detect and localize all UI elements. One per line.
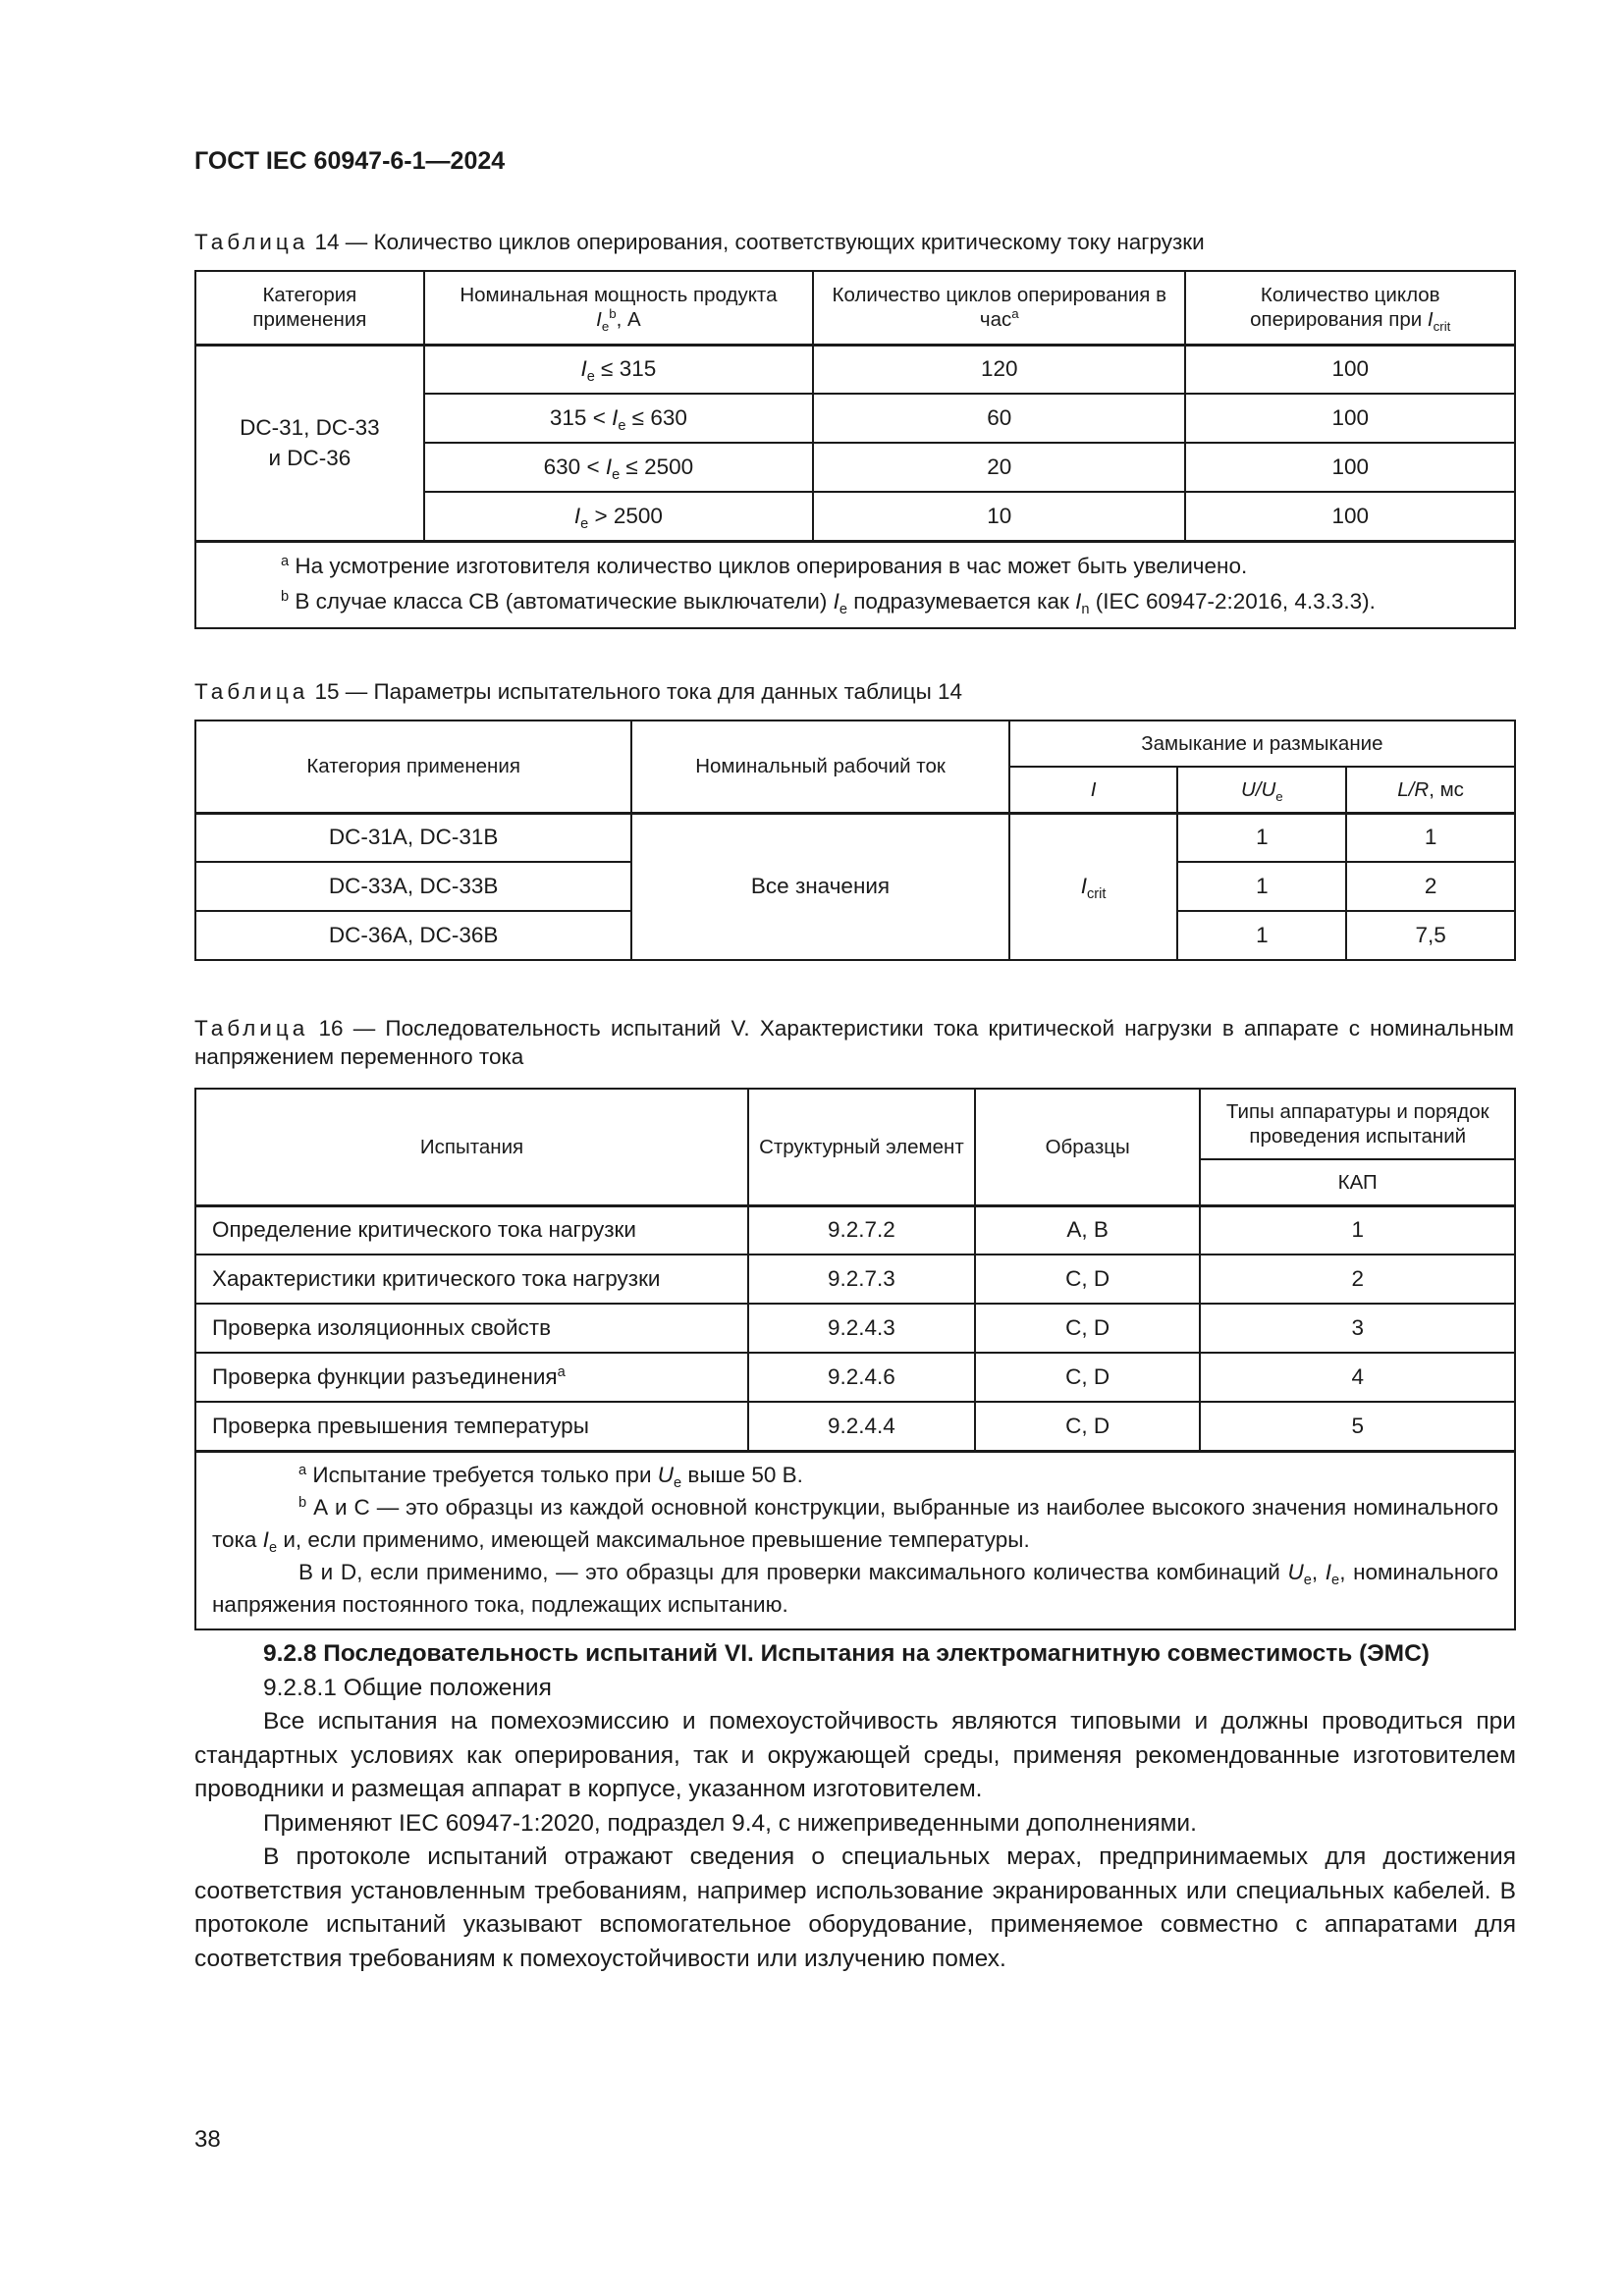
table16-caption <box>194 1014 1514 1071</box>
ie-sub: e <box>618 418 626 434</box>
table14-per-hour-cell: 60 <box>813 394 1185 443</box>
ie-sub: e <box>586 369 595 386</box>
ie-symbol: I <box>605 454 613 479</box>
test-name: Проверка функции разъединения <box>212 1364 558 1389</box>
table14-header-ie-sub: e <box>601 319 610 335</box>
section-paragraph-1: Все испытания на помехоэмиссию и помехоустойчивость являются типовыми и должны проводиться при стандартных условиях как оперирования, так и окружающей среды, применяя рекомендованные изготовителем проводники и размещая аппарат в корпусе, указанном изготовителем. <box>194 1708 1516 1802</box>
ue-symbol: U <box>1287 1559 1304 1584</box>
table15-caption-text: 15 — Параметры испытательного тока для данных таблицы 14 <box>308 679 963 704</box>
table16-test-cell <box>195 1255 748 1304</box>
footnote-text: , номинального напряжения постоянного тока, подлежащих испытанию. <box>212 1559 1498 1617</box>
table14-note-b <box>212 584 1498 619</box>
table15-u-cell: 1 <box>1177 911 1346 960</box>
table-row <box>195 1402 1515 1451</box>
table15-category-cell: DC-36A, DC-36B <box>195 911 631 960</box>
ue-sub: e <box>674 1474 682 1491</box>
footnote-text: В случае класса СВ (автоматические выключатели) <box>289 588 834 614</box>
table14-header-ie-symbol: I <box>596 308 602 332</box>
table15-category-cell: DC-33A, DC-33B <box>195 862 631 911</box>
ue-sub: e <box>1303 1572 1312 1588</box>
range-suffix: ≤ 2500 <box>620 454 694 479</box>
section-paragraph-2: Применяют IEC 60947-1:2020, подраздел 9.4, с нижеприведенными дополнениями. <box>263 1809 1197 1837</box>
table16-samples-cell: C, D <box>975 1402 1201 1451</box>
range-prefix: 315 < <box>549 405 613 430</box>
table-row <box>195 345 1515 394</box>
table14-note-a <box>212 549 1498 584</box>
table15-caption <box>194 677 1514 706</box>
table16-note-b <box>212 1491 1498 1556</box>
footnote-mark: a <box>557 1364 566 1380</box>
table14-header-crit-sub: crit <box>1433 319 1451 335</box>
table16-header-clause: Структурный элемент <box>748 1089 975 1205</box>
test-name: Проверка превышения температуры <box>212 1413 589 1438</box>
table14-category-cell <box>195 345 424 541</box>
table-row <box>195 1255 1515 1304</box>
table16-samples-cell: C, D <box>975 1353 1201 1402</box>
footnote-text: выше 50 В. <box>681 1462 803 1487</box>
table15-header-row <box>195 721 1515 767</box>
table16-order-cell: 1 <box>1200 1205 1515 1255</box>
table14-header-cycles-per-hour-text: Количество циклов оперирования в час <box>832 284 1166 332</box>
table14-header-row <box>195 271 1515 345</box>
table16-header-samples: Образцы <box>975 1089 1201 1205</box>
table14-header-unit: , А <box>616 308 641 332</box>
table14-at-crit-cell: 100 <box>1185 345 1515 394</box>
ie-sub: e <box>839 601 847 617</box>
test-name: Характеристики критического тока нагрузки <box>212 1266 661 1291</box>
table16-samples-cell: C, D <box>975 1304 1201 1353</box>
footnote-text: (IEC 60947-2:2016, 4.3.3.3). <box>1089 588 1376 614</box>
test-name: Проверка изоляционных свойств <box>212 1315 552 1340</box>
table16-order-cell: 3 <box>1200 1304 1515 1353</box>
table16-samples-cell: A, B <box>975 1205 1201 1255</box>
ue-symbol: U <box>657 1462 675 1487</box>
table-row <box>195 813 1515 862</box>
test-name: Определение критического тока нагрузки <box>212 1217 636 1243</box>
ue-sub: e <box>1275 788 1283 804</box>
i-crit-sub: crit <box>1087 886 1107 903</box>
table16-test-cell <box>195 1402 748 1451</box>
table16-order-cell: 4 <box>1200 1353 1515 1402</box>
table-row <box>195 1205 1515 1255</box>
table16-order-cell: 2 <box>1200 1255 1515 1304</box>
table15-rated-value-cell: Все значения <box>631 813 1008 960</box>
in-symbol: I <box>1075 588 1082 614</box>
table14-header-cycles-per-hour-sup: a <box>1011 306 1019 322</box>
range-suffix: ≤ 315 <box>594 356 657 382</box>
table15-lr-cell: 1 <box>1346 813 1515 862</box>
table16-header-device-types: Типы аппаратуры и порядок проведения испытаний <box>1200 1089 1515 1159</box>
table15-header-category: Категория применения <box>195 721 631 813</box>
section-9-2-8 <box>194 1637 1516 1976</box>
table16-clause-cell: 9.2.4.3 <box>748 1304 975 1353</box>
table16-notes-row <box>195 1451 1515 1629</box>
ie-symbol: I <box>833 588 839 614</box>
table14-caption <box>194 228 1514 256</box>
table14 <box>194 270 1516 629</box>
table15-header-lr <box>1346 767 1515 813</box>
ie-sub: e <box>580 515 589 532</box>
table16-test-cell <box>195 1205 748 1255</box>
table16-note-c <box>212 1556 1498 1621</box>
ie-symbol: I <box>612 405 619 430</box>
table15-header-i <box>1009 767 1178 813</box>
table14-at-crit-cell: 100 <box>1185 492 1515 541</box>
ie-symbol: I <box>262 1526 269 1552</box>
table14-per-hour-cell: 10 <box>813 492 1185 541</box>
table16-clause-cell: 9.2.7.3 <box>748 1255 975 1304</box>
table16-test-cell <box>195 1304 748 1353</box>
table16-clause-cell: 9.2.7.2 <box>748 1205 975 1255</box>
footnote-text: На усмотрение изготовителя количество циклов оперирования в час может быть увеличено. <box>289 553 1248 578</box>
footnote-text: Испытание требуется только при <box>306 1462 658 1487</box>
table14-header-rated-power <box>424 271 813 345</box>
in-sub: n <box>1081 601 1090 617</box>
section-heading: 9.2.8 Последовательность испытаний VI. Испытания на электромагнитную совместимость (ЭМС) <box>263 1640 1430 1667</box>
ie-symbol: I <box>580 356 587 382</box>
table15-u-cell: 1 <box>1177 813 1346 862</box>
table16 <box>194 1088 1516 1630</box>
table-row <box>195 1304 1515 1353</box>
table16-clause-cell: 9.2.4.6 <box>748 1353 975 1402</box>
range-suffix: ≤ 630 <box>625 405 687 430</box>
separator: , <box>1311 1559 1326 1584</box>
footnote-mark: b <box>298 1494 307 1511</box>
table15-header-rated-current: Номинальный рабочий ток <box>631 721 1008 813</box>
table14-header-rated-power-text: Номинальная мощность продукта <box>460 284 778 307</box>
table16-clause-cell: 9.2.4.4 <box>748 1402 975 1451</box>
table14-caption-label: Таблица <box>194 230 309 254</box>
section-subheading: 9.2.8.1 Общие положения <box>263 1674 552 1701</box>
footnote-text: В и D, если применимо, — это образцы для проверки максимального количества комбинаций <box>298 1559 1288 1584</box>
page-number: 38 <box>194 2126 221 2153</box>
table14-caption-text: 14 — Количество циклов оперирования, соответствующих критическому току нагрузки <box>308 230 1205 254</box>
footnote-text: подразумевается как <box>846 588 1076 614</box>
table14-header-cycles-at-crit-text: Количество циклов оперирования при <box>1250 284 1440 332</box>
table16-test-cell <box>195 1353 748 1402</box>
table14-header-ie-sup: b <box>609 306 617 322</box>
table16-notes <box>195 1451 1515 1629</box>
i-symbol: I <box>1090 777 1097 801</box>
table14-header-cycles-per-hour <box>813 271 1185 345</box>
footnote-text: и, если применимо, имеющей максимальное превышение температуры. <box>277 1526 1030 1552</box>
ie-sub: e <box>612 467 621 483</box>
range-suffix: > 2500 <box>588 503 663 528</box>
ie-sub: e <box>268 1539 278 1556</box>
table14-at-crit-cell: 100 <box>1185 394 1515 443</box>
table14-range-cell <box>424 345 813 394</box>
table14-per-hour-cell: 120 <box>813 345 1185 394</box>
table15-i-crit-cell <box>1009 813 1178 960</box>
u-ratio-symbol: U/U <box>1240 777 1276 801</box>
table14-range-cell <box>424 492 813 541</box>
table14-header-crit-symbol: I <box>1427 308 1434 332</box>
document-header: ГОСТ IEC 60947-6-1—2024 <box>194 147 506 175</box>
table15-header-make-break: Замыкание и размыкание <box>1009 721 1515 767</box>
table15 <box>194 720 1516 961</box>
table15-caption-label: Таблица <box>194 679 309 704</box>
table-row <box>195 1353 1515 1402</box>
table15-lr-cell: 2 <box>1346 862 1515 911</box>
ie-sub: e <box>1331 1572 1340 1588</box>
table15-header-u-ratio <box>1177 767 1346 813</box>
table16-order-cell: 5 <box>1200 1402 1515 1451</box>
footnote-mark: a <box>298 1462 307 1478</box>
table16-note-a <box>212 1459 1498 1491</box>
ie-symbol: I <box>1325 1559 1332 1584</box>
table15-category-cell: DC-31A, DC-31B <box>195 813 631 862</box>
table16-caption-text: 16 — Последовательность испытаний V. Характеристики тока критической нагрузки в аппарате с номинальным напряжением переменного тока <box>194 1016 1514 1069</box>
table16-caption-label: Таблица <box>194 1016 309 1041</box>
range-prefix: 630 < <box>543 454 606 479</box>
i-crit-symbol: I <box>1080 874 1087 899</box>
table16-samples-cell: C, D <box>975 1255 1201 1304</box>
footnote-text: А и С — это образцы из каждой основной конструкции, выбранные из наиболее высокого значения номинального тока <box>212 1494 1498 1552</box>
table14-header-category: Категория применения <box>195 271 424 345</box>
table14-per-hour-cell: 20 <box>813 443 1185 492</box>
table16-header-kap: КАП <box>1200 1159 1515 1205</box>
table16-header-row <box>195 1089 1515 1159</box>
footnote-mark: a <box>281 553 290 569</box>
table14-notes <box>195 541 1515 628</box>
table14-category-line1: DC-31, DC-33 <box>240 415 380 440</box>
table14-at-crit-cell: 100 <box>1185 443 1515 492</box>
lr-symbol: L/R <box>1397 777 1430 801</box>
table15-u-cell: 1 <box>1177 862 1346 911</box>
ie-symbol: I <box>573 503 581 528</box>
table14-header-cycles-at-crit <box>1185 271 1515 345</box>
table14-range-cell <box>424 394 813 443</box>
table16-header-tests: Испытания <box>195 1089 748 1205</box>
footnote-mark: b <box>281 588 290 605</box>
table14-notes-row <box>195 541 1515 628</box>
section-paragraph-3: В протоколе испытаний отражают сведения о специальных мерах, предпринимаемых для достижения соответствия установленным требованиям, например использование экранированных или специальных кабелей. В протоколе испытаний указывают вспомогательное оборудование, применяемое совместно с аппаратами для соответствия требованиям к помехоустойчивости или излучению помех. <box>194 1843 1516 1972</box>
table14-range-cell <box>424 443 813 492</box>
table15-lr-cell: 7,5 <box>1346 911 1515 960</box>
table14-category-line2: и DC-36 <box>268 446 352 470</box>
lr-unit: , мс <box>1429 777 1464 801</box>
